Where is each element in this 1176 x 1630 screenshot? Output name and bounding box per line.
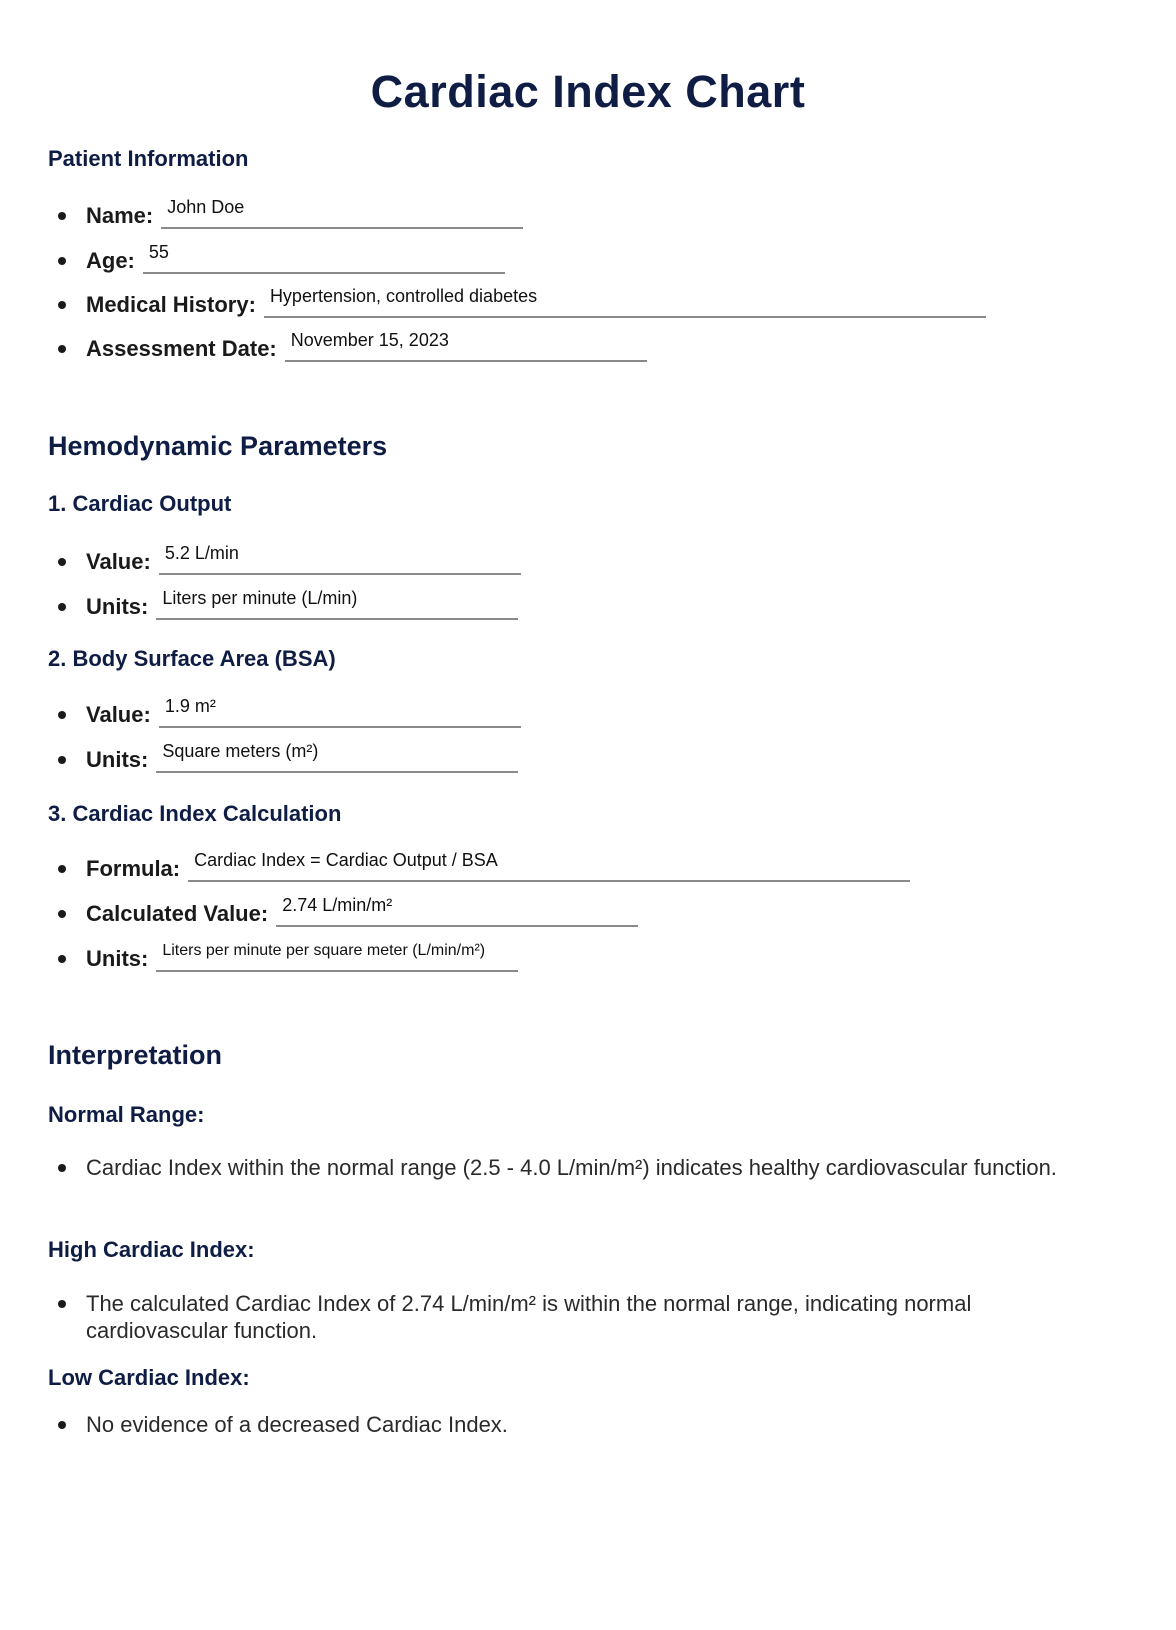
- bullet-icon: [58, 910, 66, 918]
- medical-history-field: [58, 284, 986, 318]
- assessment-date-field: [58, 328, 647, 362]
- bsa-units-field: [58, 739, 518, 773]
- high-ci-heading: High Cardiac Index:: [48, 1237, 255, 1262]
- bullet-icon: [58, 1421, 66, 1429]
- assessment-date-label: Assessment Date:: [86, 336, 277, 361]
- ci-units-field: [58, 938, 518, 972]
- normal-range-text: Cardiac Index within the normal range (2.5 - 4.0 L/min/m²) indicates healthy cardiovascular function.: [86, 1155, 1057, 1180]
- calculated-value-input-line[interactable]: [276, 895, 638, 927]
- ci-units-value: Liters per minute per square meter (L/min/m²): [162, 942, 486, 959]
- medical-history-label: Medical History:: [86, 292, 256, 317]
- age-label: Age:: [86, 248, 135, 273]
- low-ci-item: [58, 1411, 1078, 1438]
- name-label: Name:: [86, 203, 154, 228]
- bsa-units-input-line[interactable]: [156, 741, 518, 773]
- formula-label: Formula:: [86, 856, 181, 881]
- hemodynamic-heading: Hemodynamic Parameters: [48, 431, 388, 461]
- cardiac-output-units-input-line[interactable]: [156, 588, 518, 620]
- bullet-icon: [58, 711, 66, 719]
- bsa-value-field: [58, 694, 521, 728]
- name-field: [58, 195, 523, 229]
- low-ci-text: No evidence of a decreased Cardiac Index.: [86, 1412, 508, 1437]
- ci-calc-heading: 3. Cardiac Index Calculation: [48, 801, 342, 826]
- age-field: [58, 240, 505, 274]
- normal-range-item: [58, 1154, 1078, 1181]
- cardiac-output-heading: 1. Cardiac Output: [48, 491, 232, 516]
- cardiac-output-value-input-line[interactable]: [159, 543, 521, 575]
- medical-history-input-line[interactable]: [264, 286, 986, 318]
- bullet-icon: [58, 865, 66, 873]
- cardiac-output-value-label: Value:: [86, 549, 151, 574]
- assessment-date-input-line[interactable]: [285, 330, 647, 362]
- cardiac-output-units: Liters per minute (L/min): [162, 588, 358, 608]
- bullet-icon: [58, 558, 66, 566]
- cardiac-output-value: 5.2 L/min: [164, 543, 239, 563]
- ci-units-label: Units:: [86, 946, 149, 971]
- patient-info-heading: Patient Information: [48, 146, 249, 171]
- medical-history-value: Hypertension, controlled diabetes: [269, 286, 538, 306]
- calculated-value-label: Calculated Value:: [86, 901, 269, 926]
- bsa-value-label: Value:: [86, 702, 151, 727]
- normal-range-heading: Normal Range:: [48, 1102, 205, 1127]
- bullet-icon: [58, 603, 66, 611]
- cardiac-output-value-field: [58, 541, 521, 575]
- calculated-value-field: [58, 893, 638, 927]
- name-input-line[interactable]: [161, 197, 523, 229]
- bullet-icon: [58, 756, 66, 764]
- high-ci-item: [58, 1290, 1078, 1344]
- bullet-icon: [58, 955, 66, 963]
- age-value: 55: [148, 242, 169, 262]
- calculated-value: 2.74 L/min/m²: [282, 895, 393, 915]
- age-input-line[interactable]: [143, 242, 505, 274]
- formula-value: Cardiac Index = Cardiac Output / BSA: [194, 850, 498, 870]
- formula-input-line[interactable]: [188, 850, 910, 882]
- page-title: Cardiac Index Chart: [370, 66, 806, 117]
- bullet-icon: [58, 301, 66, 309]
- cardiac-output-units-label: Units:: [86, 594, 149, 619]
- bullet-icon: [58, 345, 66, 353]
- bullet-icon: [58, 1164, 66, 1172]
- high-ci-text: The calculated Cardiac Index of 2.74 L/min/m² is within the normal range, indicating normal cardiovascular function.: [86, 1291, 972, 1343]
- bullet-icon: [58, 212, 66, 220]
- bsa-units-label: Units:: [86, 747, 149, 772]
- bsa-units: Square meters (m²): [162, 741, 319, 761]
- interpretation-heading: Interpretation: [48, 1040, 223, 1070]
- assessment-date-value: November 15, 2023: [290, 330, 449, 350]
- ci-units-input-line[interactable]: [156, 940, 518, 972]
- low-ci-heading: Low Cardiac Index:: [48, 1365, 250, 1390]
- bsa-heading: 2. Body Surface Area (BSA): [48, 646, 336, 671]
- name-value: John Doe: [167, 197, 245, 217]
- formula-field: [58, 848, 910, 882]
- bsa-value: 1.9 m²: [164, 696, 216, 716]
- bsa-value-input-line[interactable]: [159, 696, 521, 728]
- bullet-icon: [58, 1300, 66, 1308]
- cardiac-output-units-field: [58, 586, 518, 620]
- bullet-icon: [58, 257, 66, 265]
